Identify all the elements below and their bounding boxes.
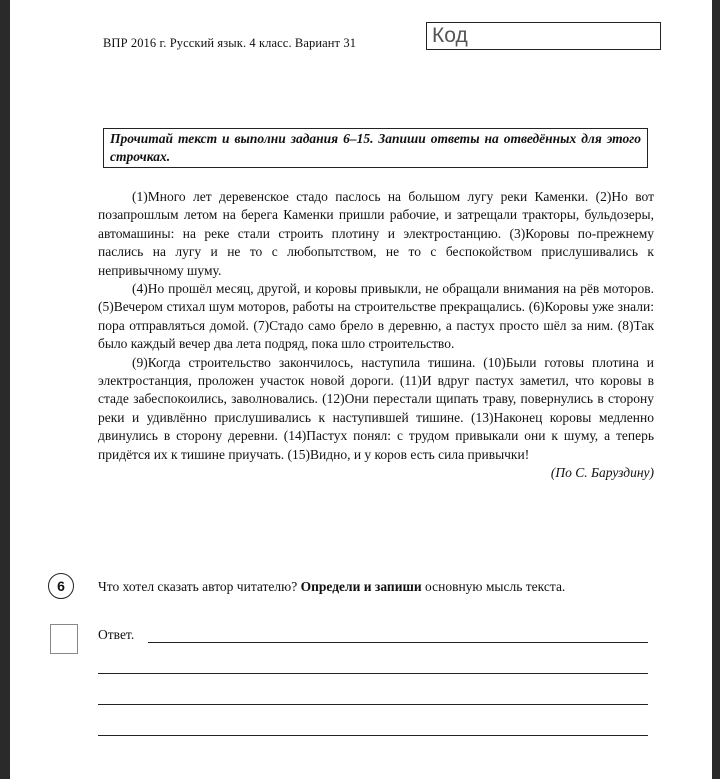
question-text-start: Что хотел сказать автор читателю?	[98, 579, 301, 594]
answer-line-3[interactable]	[98, 704, 648, 705]
story-author: (По С. Баруздину)	[550, 465, 654, 481]
question-number-badge: 6	[48, 573, 74, 599]
instruction-box: Прочитай текст и выполни задания 6–15. Запиши ответы на отведённых для этого строчках.	[103, 128, 648, 168]
answer-line-2[interactable]	[98, 673, 648, 674]
answer-line-1[interactable]	[148, 642, 648, 643]
story-paragraph-2: (4)Но прошёл месяц, другой, и коровы привыкли, не обращали внимания на рёв моторов. (5)Вечером стихал шум моторов, работы на строительстве прекращались. (6)Коровы уже знали: пора отправляться домой. (7)Стадо само брело в деревню, а пастух просто шёл за ним. (8)Так было каждый вечер два лета подряд, пока шло строительство.	[98, 281, 654, 352]
worksheet-page	[10, 0, 712, 779]
page-header-title: ВПР 2016 г. Русский язык. 4 класс. Вариант 31	[103, 36, 357, 50]
story-paragraph-3: (9)Когда строительство закончилось, наступила тишина. (10)Были готовы плотина и электростанция, проложен участок новой дороги. (11)И вдруг пастух заметил, что коровы в стаде забеспокоились, заволновались. (12)Они перестали щипать траву, повернулись в сторону реки и удивлённо прислушивались к наступившей тишине. (13)Наконец коровы медленно двинулись в сторону деревни. (14)Пастух понял: с трудом привыкали они к шуму, а теперь придётся их к тишине приучать. (15)Видно, и у коров есть сила привычки!	[98, 354, 654, 462]
answer-line-4[interactable]	[98, 735, 648, 736]
question-text-end: основную мысль текста.	[421, 579, 566, 594]
question-text	[98, 578, 654, 596]
reading-text	[98, 188, 654, 483]
story-paragraph-1: (1)Много лет деревенское стадо паслось на большом лугу реки Каменки. (2)Но вот позапрошлым летом на берега Каменки пришли рабочие, и затрещали тракторы, бульдозеры, автомашины: на реке стали строить плотину и электростанцию. (3)Коровы по-прежнему паслись на лугу и не то с любопытством, не то с беспокойством прислушивались к непривычному шуму.	[98, 189, 654, 278]
score-box	[50, 624, 78, 654]
code-field[interactable]: Код	[426, 22, 661, 50]
answer-label: Ответ.	[98, 627, 135, 642]
question-text-emphasis: Определи и запиши	[300, 579, 422, 594]
